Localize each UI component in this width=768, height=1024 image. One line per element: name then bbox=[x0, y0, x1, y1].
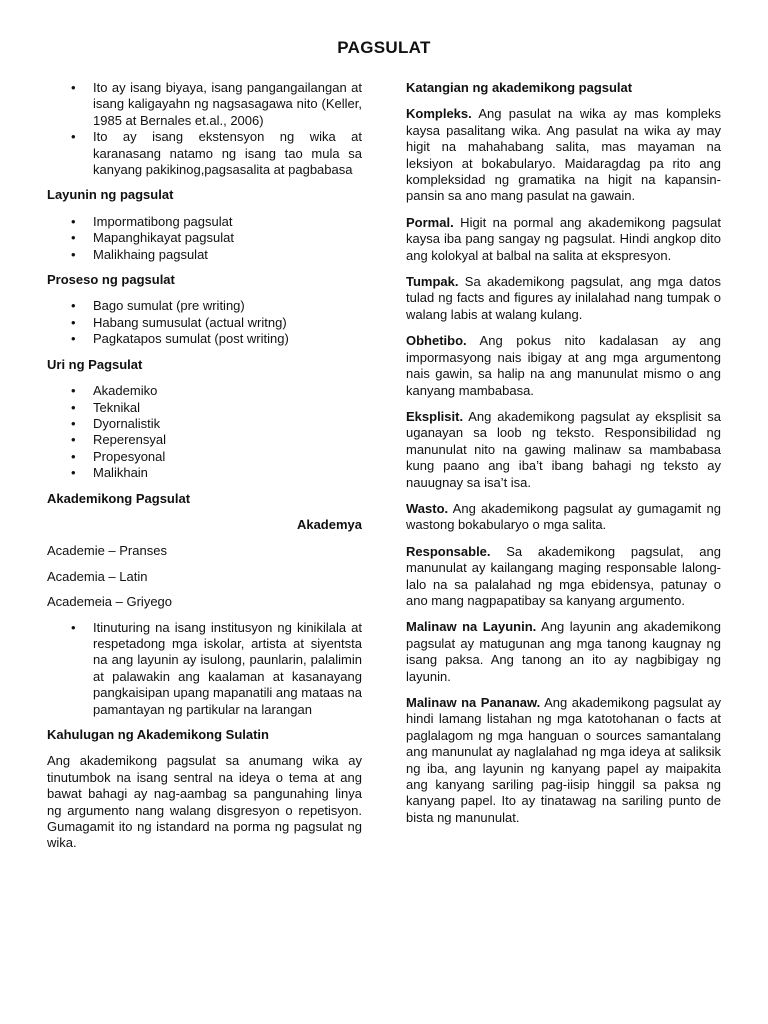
list-item: • Bago sumulat (pre writing) bbox=[93, 298, 362, 314]
list-item: • Impormatibong pagsulat bbox=[93, 214, 362, 230]
list-item: • Ito ay isang ekstensyon ng wika at karanasang natamo ng isang tao mula sa kanyang pakikinog,pagsasalita at pagbabasa bbox=[93, 129, 362, 178]
entry-term: Responsable. bbox=[406, 543, 491, 559]
etymology-line: Academie – Pranses bbox=[47, 543, 167, 559]
uri-list bbox=[47, 383, 362, 481]
entry-text: Sa akademikong pagsulat, ang manunulat ay kailangang maging responsable lalong-lalo na sa palalahad ng mga ebidensya, patunay o ano mang nagpapatibay sa kanyang argumento. bbox=[406, 543, 721, 608]
page-title: PAGSULAT bbox=[337, 38, 431, 57]
entry-text: Ang pasulat na wika ay mas kompleks kaysa pasalitang wika. Ang pasulat na wika ay may higit na mahahabang salita, mas mayaman na leksiyon at bokabularyo. Maidaragdag pa rito ang kompleksidad ng gramatika na higit na kapansin-pansin sa ano mang pasulat na gawain. bbox=[406, 106, 721, 204]
entry-text: Ang pokus nito kadalasan ay ang impormasyong nais ibigay at ang mga argumentong nais gawin, sa halip na ang manunulat mismo o ang kanyang mambabasa. bbox=[406, 333, 721, 398]
list-item: • Ito ay isang biyaya, isang pangangailangan at isang kaligayahn ng nagsasagawa nito (Keller, 1985 at Bernales et.al., 2006) bbox=[93, 80, 362, 129]
entry-term: Kompleks. bbox=[406, 106, 472, 122]
list-item: • Propesyonal bbox=[93, 449, 362, 465]
entry-term: Eksplisit. bbox=[406, 408, 464, 424]
entry-eksplisit bbox=[406, 409, 721, 491]
layunin-list bbox=[47, 214, 362, 263]
entry-responsable bbox=[406, 544, 721, 610]
left-column bbox=[47, 80, 362, 862]
entry-term: Pormal. bbox=[406, 214, 454, 230]
entry-obhetibo bbox=[406, 333, 721, 399]
proseso-list bbox=[47, 298, 362, 347]
entry-term: Tumpak. bbox=[406, 274, 459, 290]
etymology-line: Academeia – Griyego bbox=[47, 594, 173, 610]
entry-term: Malinaw na Pananaw. bbox=[406, 695, 541, 710]
intro-list bbox=[47, 80, 362, 178]
entry-kompleks bbox=[406, 106, 721, 204]
uri-heading: Uri ng Pagsulat bbox=[47, 356, 143, 372]
entry-text: Higit na pormal ang akademikong pagsulat kaysa iba pang sangay ng pagsulat. Hindi angkop dito ang kolokyal at balbal na salita at ekspresyon. bbox=[406, 214, 721, 263]
list-item: • Akademiko bbox=[93, 383, 362, 399]
list-item: • Mapanghikayat pagsulat bbox=[93, 230, 362, 246]
list-item: • Malikhaing pagsulat bbox=[93, 247, 362, 263]
list-item: • Dyornalistik bbox=[93, 416, 362, 432]
list-item: • Malikhain bbox=[93, 465, 362, 481]
entry-text: Ang akademikong pagsulat ay hindi lamang listahan ng mga katotohanan o facts at paglalagom ng mga hanguan o sources samantalang ang manunulat ay naglalahad ng mga ideya at saliksik ng iba, ang layunin ng kanyang papel ay maipakita ang kanyang sariling pag-iisip hinggil sa paksa ng kanyang papel. Ito ay tinatawag na sariling punto de bista ng manunulat. bbox=[406, 695, 721, 825]
entry-wasto bbox=[406, 501, 721, 534]
entry-tumpak bbox=[406, 274, 721, 323]
entry-text: Sa akademikong pagsulat, ang mga datos tulad ng facts and figures ay inilalahad nang tumpak o walang labis at walang kulang. bbox=[406, 274, 721, 322]
kahulugan-paragraph: Ang akademikong pagsulat sa anumang wika ay tinutumbok na isang sentral na ideya o tema at ang bawat bahagi ay nag-aambag sa pangunahing linya ng argumento nang walang disgresyon o repetisyon. Gumagamit ito ng istandard na porma ng pagsulat ng wika. bbox=[47, 753, 362, 851]
entry-term: Malinaw na Layunin. bbox=[406, 619, 537, 635]
right-column bbox=[406, 80, 721, 836]
entry-term: Wasto. bbox=[406, 500, 449, 516]
list-item: • Pagkatapos sumulat (post writing) bbox=[93, 331, 362, 347]
entry-malinaw-na-pananaw bbox=[406, 695, 721, 826]
list-item: • Habang sumusulat (actual writng) bbox=[93, 315, 362, 331]
list-item: • Itinuturing na isang institusyon ng kinikilala at respetadong mga iskolar, artista at siyentsta na ang layunin ay isulong, paunlarin, palalimin at palawakin ang kaalaman at kasanayang pangkaisipan upang mapanatili ang mataas na pamantayan ng partikular na larangan bbox=[93, 620, 362, 718]
entry-malinaw-na-layunin bbox=[406, 619, 721, 685]
akademya-label: Akademya bbox=[296, 516, 362, 532]
entry-text: Ang akademikong pagsulat ay gumagamit ng wastong bokabularyo o mga salita. bbox=[406, 500, 721, 533]
katangian-heading: Katangian ng akademikong pagsulat bbox=[406, 80, 633, 95]
institusyon-list bbox=[47, 620, 362, 718]
etymology-line: Academia – Latin bbox=[47, 568, 148, 584]
entry-text: Ang akademikong pagsulat ay eksplisit sa uganayan sa loob ng teksto. Responsibilidad ng manunulat nito na gawing malinaw sa mambabasa kung paano ang iba’t ibang bahagi ng teksto ay nauugnay sa isa’t isa. bbox=[406, 408, 721, 490]
akademikong-heading: Akademikong Pagsulat bbox=[47, 490, 191, 506]
entry-pormal bbox=[406, 215, 721, 264]
entry-term: Obhetibo. bbox=[406, 333, 467, 349]
kahulugan-heading: Kahulugan ng Akademikong Sulatin bbox=[47, 727, 269, 742]
layunin-heading: Layunin ng pagsulat bbox=[47, 187, 174, 203]
proseso-heading: Proseso ng pagsulat bbox=[47, 272, 175, 288]
list-item: • Reperensyal bbox=[93, 432, 362, 448]
list-item: • Teknikal bbox=[93, 400, 362, 416]
entry-text: Ang layunin ang akademikong pagsulat ay matugunan ang mga tanong kaugnay ng isang paksa. Ang tanong an ito ay nagbibigay ng layunin. bbox=[406, 619, 721, 684]
